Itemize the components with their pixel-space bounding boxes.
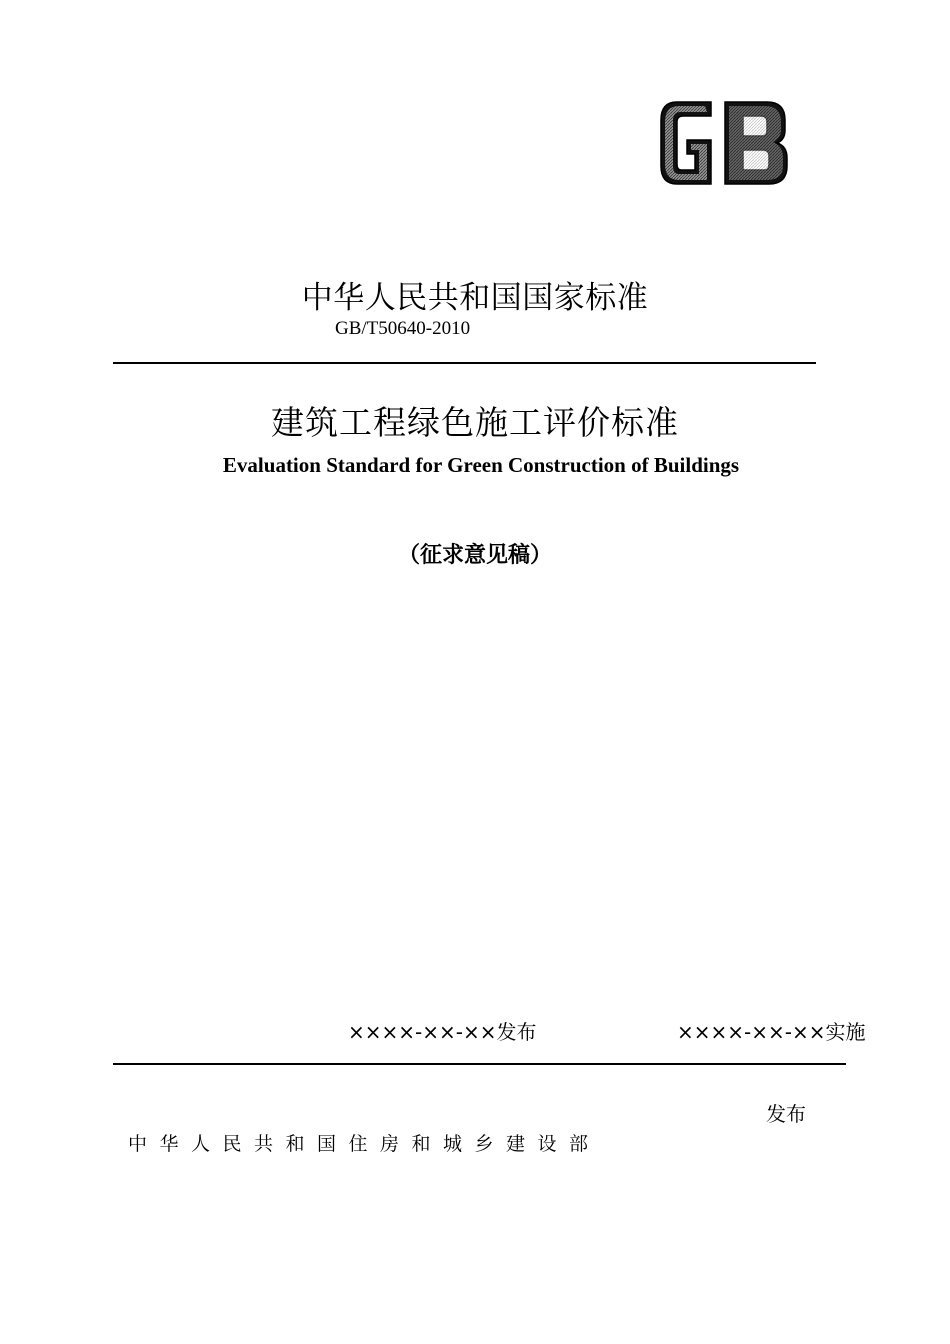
top-divider	[113, 362, 816, 364]
effective-date: ××××-××-××实施	[677, 1020, 866, 1044]
issued-label: 发布	[766, 1102, 806, 1126]
national-standard-heading: 中华人民共和国国家标准	[301, 280, 649, 316]
bottom-divider	[113, 1063, 846, 1065]
issuing-ministry: 中华人民共和国住房和城乡建设部	[128, 1133, 601, 1155]
draft-label: （征求意见稿）	[397, 543, 552, 568]
chinese-title: 建筑工程绿色施工评价标准	[271, 403, 679, 442]
publish-date: ××××-××-××发布	[348, 1020, 537, 1044]
gb-logo	[655, 96, 793, 190]
english-title: Evaluation Standard for Green Construction of Buildings	[222, 453, 740, 477]
standard-code: GB/T50640-2010	[335, 318, 471, 339]
